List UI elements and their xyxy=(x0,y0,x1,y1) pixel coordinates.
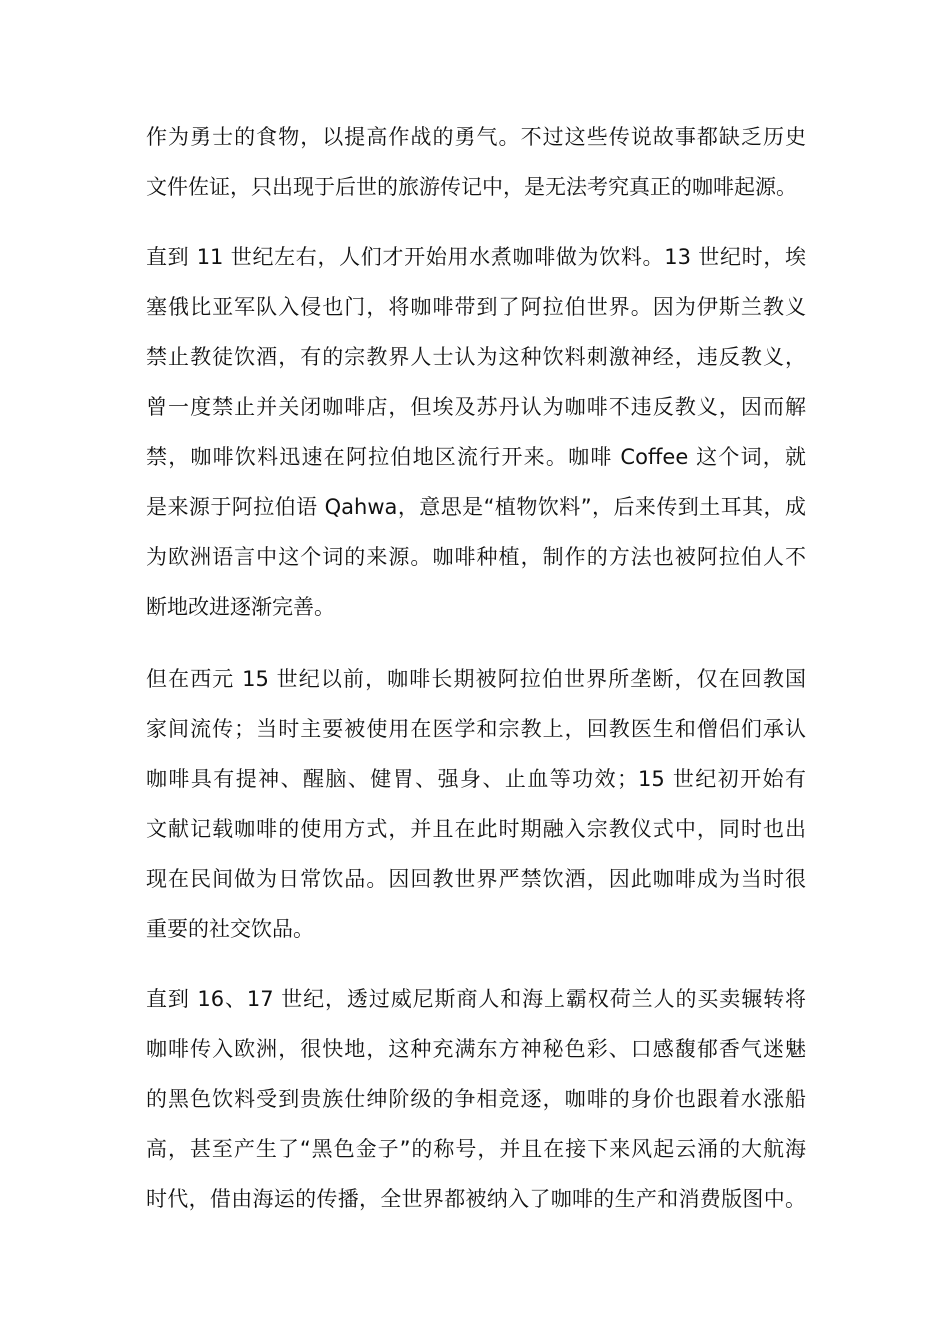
text-line: 禁止教徒饮酒，有的宗教界人士认为这种饮料刺激神经，违反教义， xyxy=(146,345,806,369)
text-line: 文献记载咖啡的使用方式，并且在此时期融入宗教仪式中，同时也出 xyxy=(146,817,806,841)
paragraph-4 xyxy=(146,974,806,1224)
text-line: 禁，咖啡饮料迅速在阿拉伯地区流行开来。咖啡 Coffee 这个词，就 xyxy=(146,445,806,469)
text-line: 高，甚至产生了“黑色金子”的称号，并且在接下来风起云涌的大航海 xyxy=(146,1137,806,1161)
text-line: 曾一度禁止并关闭咖啡店，但埃及苏丹认为咖啡不违反教义，因而解 xyxy=(146,395,806,419)
text-line: 咖啡具有提神、醒脑、健胃、强身、止血等功效；15 世纪初开始有 xyxy=(146,767,806,791)
text-line: 作为勇士的食物，以提高作战的勇气。不过这些传说故事都缺乏历史 xyxy=(146,125,806,149)
text-line: 时代，借由海运的传播，全世界都被纳入了咖啡的生产和消费版图中。 xyxy=(146,1187,806,1211)
paragraph-2 xyxy=(146,232,806,632)
paragraph-1 xyxy=(146,112,806,212)
text-line: 为欧洲语言中这个词的来源。咖啡种植，制作的方法也被阿拉伯人不 xyxy=(146,545,806,569)
paragraph-3 xyxy=(146,654,806,954)
text-line: 直到 16、17 世纪，透过威尼斯商人和海上霸权荷兰人的买卖辗转将 xyxy=(146,987,806,1011)
text-line: 塞俄比亚军队入侵也门，将咖啡带到了阿拉伯世界。因为伊斯兰教义 xyxy=(146,295,806,319)
text-line: 断地改进逐渐完善。 xyxy=(146,595,335,619)
text-line: 直到 11 世纪左右，人们才开始用水煮咖啡做为饮料。13 世纪时，埃 xyxy=(146,245,806,269)
text-line: 家间流传；当时主要被使用在医学和宗教上，回教医生和僧侣们承认 xyxy=(146,717,806,741)
text-line: 现在民间做为日常饮品。因回教世界严禁饮酒，因此咖啡成为当时很 xyxy=(146,867,806,891)
text-line: 但在西元 15 世纪以前，咖啡长期被阿拉伯世界所垄断，仅在回教国 xyxy=(146,667,806,691)
text-line: 是来源于阿拉伯语 Qahwa，意思是“植物饮料”，后来传到土耳其，成 xyxy=(146,495,806,519)
text-line: 的黑色饮料受到贵族仕绅阶级的争相竞逐，咖啡的身价也跟着水涨船 xyxy=(146,1087,806,1111)
text-line: 文件佐证，只出现于后世的旅游传记中，是无法考究真正的咖啡起源。 xyxy=(146,175,797,199)
text-line: 重要的社交饮品。 xyxy=(146,917,314,941)
text-line: 咖啡传入欧洲，很快地，这种充满东方神秘色彩、口感馥郁香气迷魅 xyxy=(146,1037,806,1061)
